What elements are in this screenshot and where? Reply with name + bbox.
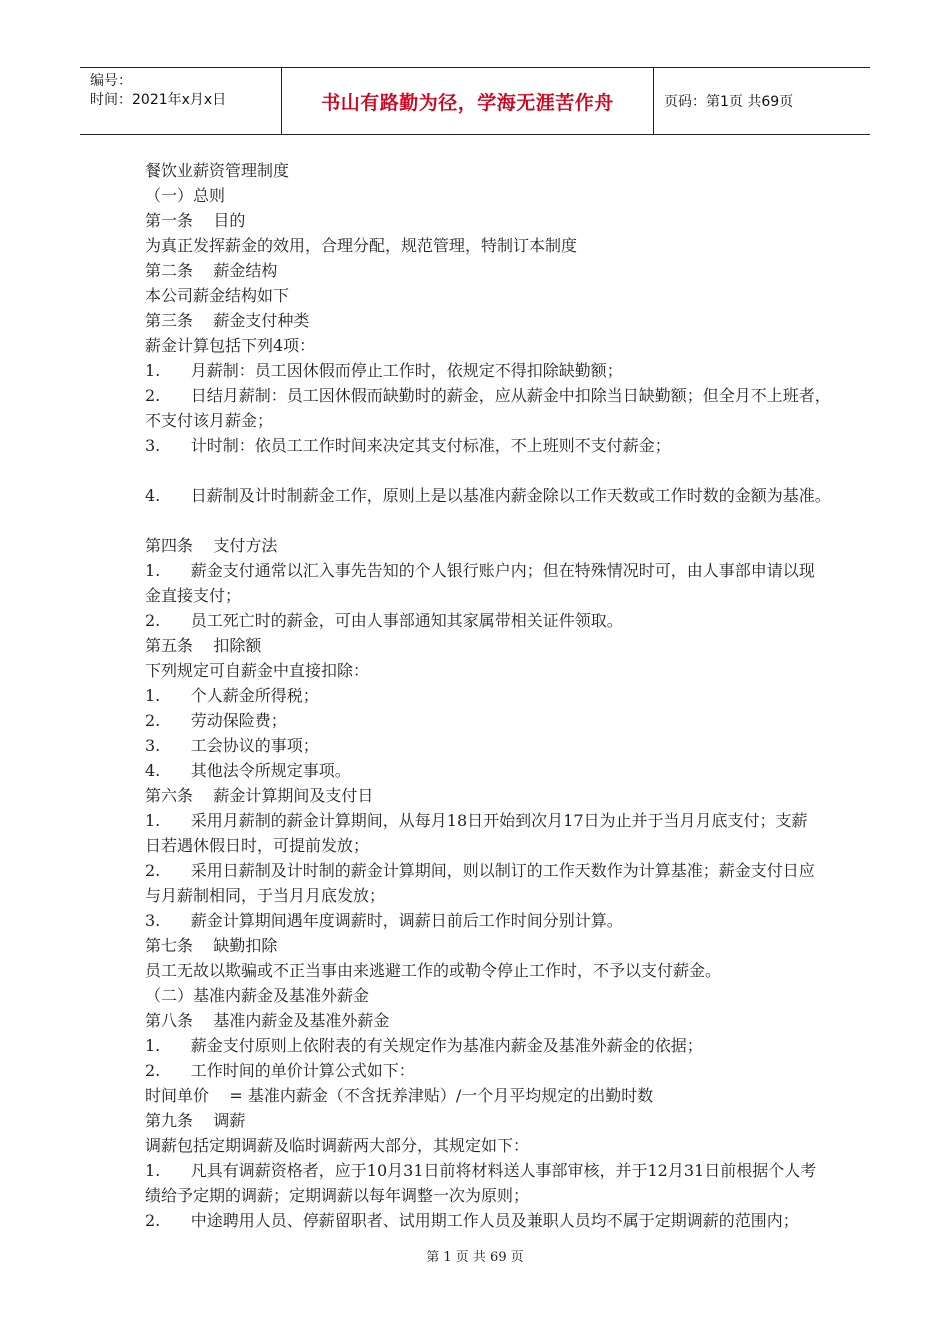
body-line: 绩给予定期的调薪；定期调薪以每年调整一次为原则；	[145, 1186, 530, 1205]
body-line: 第九条 调薪	[145, 1111, 246, 1130]
page-footer: 第 1 页 共 69 页	[426, 1250, 524, 1265]
header-meta	[80, 68, 282, 134]
blank-line	[145, 508, 945, 533]
body-line: 1. 月薪制：员工因休假而停止工作时，依规定不得扣除缺勤额；	[145, 361, 623, 380]
body-line: 第一条 目的	[145, 211, 246, 230]
body-line: 3. 工会协议的事项；	[145, 736, 319, 755]
doc-number-label: 编号：	[90, 73, 132, 89]
body-line: 2. 劳动保险费；	[145, 711, 287, 730]
body-line: 第二条 薪金结构	[145, 261, 278, 280]
body-line: 第八条 基准内薪金及基准外薪金	[145, 1011, 390, 1030]
body-line: 不支付该月薪金；	[145, 411, 274, 430]
body-line: 第七条 缺勤扣除	[145, 936, 278, 955]
body-line: 薪金计算包括下列4项：	[145, 336, 316, 355]
header-slogan: 书山有路勤为径，学海无涯苦作舟	[282, 68, 654, 134]
blank-line	[145, 458, 945, 483]
body-line: 2. 工作时间的单价计算公式如下：	[145, 1061, 415, 1080]
body-line: 第五条 扣除额	[145, 636, 262, 655]
body-line: 2. 中途聘用人员、停薪留职者、试用期工作人员及兼职人员均不属于定期调薪的范围内；	[145, 1211, 799, 1230]
body-line: 员工无故以欺骗或不正当事由来逃避工作的或勒令停止工作时，不予以支付薪金。	[145, 961, 722, 980]
document-body	[145, 158, 945, 1233]
body-line: 日若遇休假日时，可提前发放；	[145, 836, 370, 855]
body-line: 1. 采用月薪制的薪金计算期间，从每月18日开始到次月17日为止并于当月月底支付；支薪	[145, 811, 808, 830]
body-line: 1. 薪金支付通常以汇入事先告知的个人银行账户内；但在特殊情况时可，由人事部申请以现	[145, 561, 815, 580]
body-line: 时间单价 = 基准内薪金（不含抚养津贴）/一个月平均规定的出勤时数	[145, 1086, 654, 1105]
body-line: （一）总则	[145, 186, 226, 205]
body-line: 2. 采用日薪制及计时制的薪金计算期间，则以制订的工作天数作为计算基准；薪金支付日应	[145, 861, 815, 880]
body-line: （二）基准内薪金及基准外薪金	[145, 986, 370, 1005]
body-line: 4. 日薪制及计时制薪金工作，原则上是以基准内薪金除以工作天数或工作时数的金额为基准。	[145, 486, 831, 505]
body-line: 调薪包括定期调薪及临时调薪两大部分，其规定如下：	[145, 1136, 530, 1155]
body-line: 1. 凡具有调薪资格者，应于10月31日前将材料送人事部审核，并于12月31日前根据个人考	[145, 1161, 817, 1180]
body-line: 2. 员工死亡时的薪金，可由人事部通知其家属带相关证件领取。	[145, 611, 623, 630]
body-line: 金直接支付；	[145, 586, 242, 605]
document-header	[80, 67, 870, 135]
body-line: 下列规定可自薪金中直接扣除：	[145, 661, 370, 680]
doc-time-label: 时间：2021年x月x日	[90, 92, 227, 108]
body-line: 为真正发挥薪金的效用，合理分配，规范管理，特制订本制度	[145, 236, 578, 255]
body-line: 餐饮业薪资管理制度	[145, 161, 290, 180]
body-line: 第六条 薪金计算期间及支付日	[145, 786, 374, 805]
body-line: 1. 薪金支付原则上依附表的有关规定作为基准内薪金及基准外薪金的依据；	[145, 1036, 703, 1055]
body-line: 1. 个人薪金所得税；	[145, 686, 319, 705]
body-line: 3. 薪金计算期间遇年度调薪时，调薪日前后工作时间分别计算。	[145, 911, 623, 930]
header-page-info: 页码：第1页 共69页	[664, 94, 794, 110]
body-line: 4. 其他法令所规定事项。	[145, 761, 351, 780]
body-line: 第三条 薪金支付种类	[145, 311, 310, 330]
body-line: 本公司薪金结构如下	[145, 286, 290, 305]
body-line: 3. 计时制：依员工工作时间来决定其支付标准，不上班则不支付薪金；	[145, 436, 671, 455]
body-line: 第四条 支付方法	[145, 536, 278, 555]
body-line: 2. 日结月薪制：员工因休假而缺勤时的薪金，应从薪金中扣除当日缺勤额；但全月不上班者，	[145, 386, 831, 405]
body-line: 与月薪制相同，于当月月底发放；	[145, 886, 386, 905]
